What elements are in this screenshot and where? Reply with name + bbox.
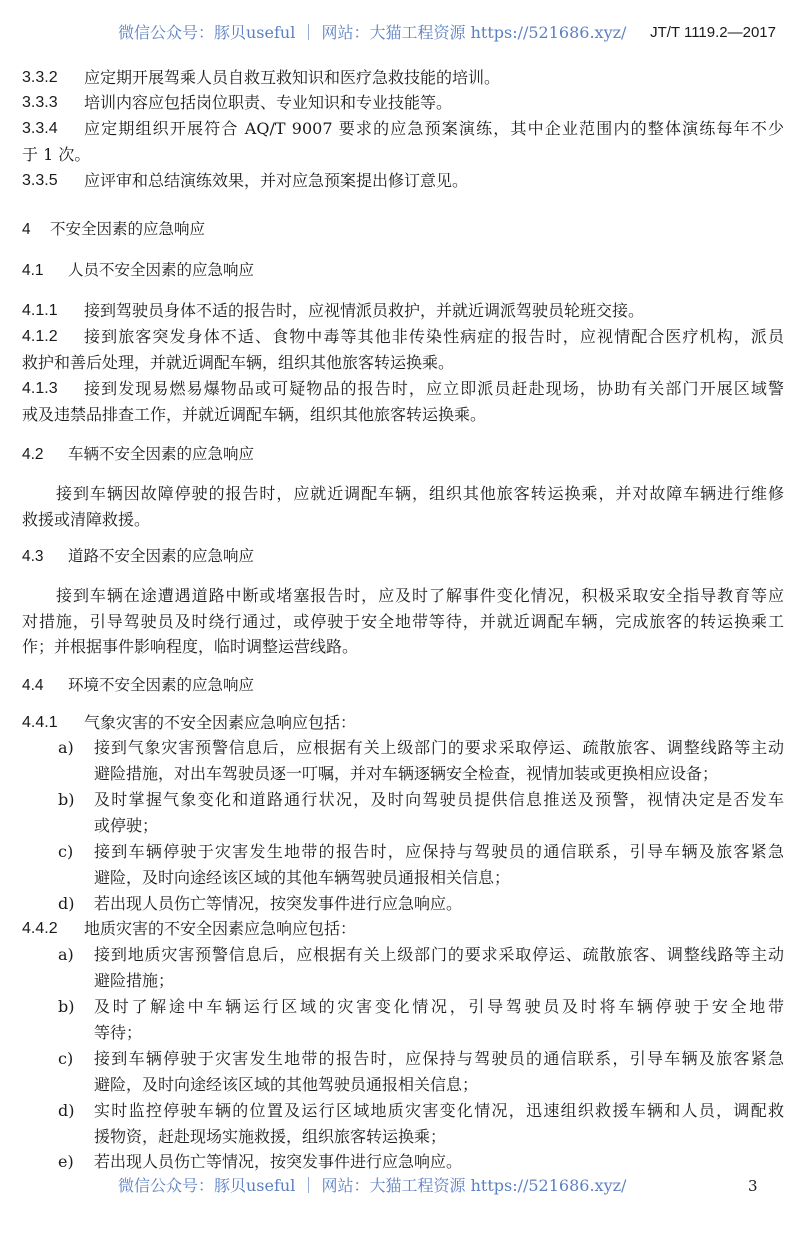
clause-text: 于 1 次。: [22, 145, 91, 164]
clause-number: 3.3.5: [22, 172, 58, 189]
clause-number: 3.3.3: [22, 94, 58, 111]
clause-number: 3.3.4: [22, 120, 58, 137]
clause-text: 接到驾驶员身体不适的报告时，应视情派员救护，并就近调派驾驶员轮班交接。: [84, 301, 645, 320]
list-item: 接到车辆停驶于灾害发生地带的报告时，应保持与驾驶员的通信联系，引导车辆及旅客紧急: [94, 842, 784, 861]
paragraph-line: 作；并根据事件影响程度，临时调整运营线路。: [22, 637, 359, 656]
list-item-label: a): [58, 738, 74, 757]
page-number: 3: [748, 1177, 758, 1195]
heading-number: 4.1: [22, 262, 44, 279]
paragraph-line: 接到车辆因故障停驶的报告时，应就近调配车辆，组织其他旅客转运换乘，并对故障车辆进行维修: [56, 484, 784, 503]
clause-text: 地质灾害的不安全因素应急响应包括：: [84, 919, 357, 938]
clause-number: 4.4.1: [22, 714, 58, 731]
list-item-label: b): [58, 997, 75, 1016]
list-item: 避险措施；: [94, 971, 175, 990]
heading-number: 4.2: [22, 446, 44, 463]
list-item: 避险，及时向途经该区域的其他车辆驾驶员通报相关信息；: [94, 868, 511, 887]
clause-text: 应评审和总结演练效果，并对应急预案提出修订意见。: [84, 171, 469, 190]
list-item: 若出现人员伤亡等情况，按突发事件进行应急响应。: [94, 894, 463, 913]
list-item: 若出现人员伤亡等情况，按突发事件进行应急响应。: [94, 1152, 463, 1171]
footer-watermark: 微信公众号：豚贝useful ｜ 网站：大猫工程资源 https://521686.xyz/: [118, 1176, 627, 1195]
list-item-label: c): [58, 842, 74, 861]
clause-text: 应定期开展驾乘人员自救互救知识和医疗急救技能的培训。: [84, 68, 501, 87]
list-item-label: b): [58, 790, 75, 809]
list-item: 援物资，赶赴现场实施救援，组织旅客转运换乘；: [94, 1127, 447, 1146]
clause-text: 应定期组织开展符合 AQ/T 9007 要求的应急预案演练，其中企业范围内的整体演练每年不少: [84, 119, 784, 138]
heading-number: 4.3: [22, 548, 44, 565]
clause-text: 接到发现易燃易爆物品或可疑物品的报告时，应立即派员赶赴现场，协助有关部门开展区域警: [84, 379, 784, 398]
clause-number: 4.1.3: [22, 380, 58, 397]
heading-number: 4: [22, 221, 31, 238]
clause-number: 3.3.2: [22, 69, 58, 86]
heading-title: 不安全因素的应急响应: [50, 221, 206, 238]
list-item-label: d): [58, 1101, 75, 1120]
list-item: 接到气象灾害预警信息后，应根据有关上级部门的要求采取停运、疏散旅客、调整线路等主动: [94, 738, 784, 757]
list-item-label: d): [58, 894, 75, 913]
list-item-label: c): [58, 1049, 74, 1068]
list-item: 接到地质灾害预警信息后，应根据有关上级部门的要求采取停运、疏散旅客、调整线路等主动: [94, 945, 784, 964]
heading-title: 人员不安全因素的应急响应: [68, 262, 255, 279]
clause-text: 戒及违禁品排查工作，并就近调配车辆，组织其他旅客转运换乘。: [22, 405, 487, 424]
list-item: 及时掌握气象变化和道路通行状况，及时向驾驶员提供信息推送及预警，视情决定是否发车: [94, 790, 784, 809]
heading-title: 车辆不安全因素的应急响应: [68, 446, 255, 463]
paragraph-line: 救援或清障救援。: [22, 510, 151, 529]
clause-text: 救护和善后处理，并就近调配车辆，组织其他旅客转运换乘。: [22, 353, 455, 372]
header-watermark: 微信公众号：豚贝useful ｜ 网站：大猫工程资源 https://521686.xyz/: [118, 23, 627, 42]
clause-number: 4.1.1: [22, 302, 58, 319]
list-item-label: e): [58, 1152, 74, 1171]
list-item: 实时监控停驶车辆的位置及运行区域地质灾害变化情况，迅速组织救援车辆和人员，调配救: [94, 1101, 784, 1120]
clause-text: 培训内容应包括岗位职责、专业知识和专业技能等。: [84, 93, 453, 112]
clause-text: 气象灾害的不安全因素应急响应包括：: [84, 713, 357, 732]
list-item: 接到车辆停驶于灾害发生地带的报告时，应保持与驾驶员的通信联系，引导车辆及旅客紧急: [94, 1049, 784, 1068]
heading-title: 环境不安全因素的应急响应: [68, 677, 255, 694]
clause-text: 接到旅客突发身体不适、食物中毒等其他非传染性病症的报告时，应视情配合医疗机构，派员: [84, 327, 784, 346]
list-item: 及时了解途中车辆运行区域的灾害变化情况，引导驾驶员及时将车辆停驶于安全地带: [94, 997, 784, 1016]
heading-title: 道路不安全因素的应急响应: [68, 548, 255, 565]
heading-number: 4.4: [22, 677, 44, 694]
paragraph-line: 对措施，引导驾驶员及时绕行通过，或停驶于安全地带等待，并就近调配车辆，完成旅客的转运换乘工: [22, 612, 784, 631]
paragraph-line: 接到车辆在途遭遇道路中断或堵塞报告时，应及时了解事件变化情况，积极采取安全指导教育等应: [56, 586, 784, 605]
list-item: 避险措施，对出车驾驶员逐一叮嘱，并对车辆逐辆安全检查，视情加装或更换相应设备；: [94, 764, 719, 783]
document-code: JT/T 1119.2—2017: [650, 24, 776, 41]
clause-number: 4.4.2: [22, 920, 58, 937]
list-item: 或停驶；: [94, 816, 159, 835]
list-item-label: a): [58, 945, 74, 964]
list-item: 等待；: [94, 1023, 143, 1042]
list-item: 避险，及时向途经该区域的其他驾驶员通报相关信息；: [94, 1075, 479, 1094]
clause-number: 4.1.2: [22, 328, 58, 345]
